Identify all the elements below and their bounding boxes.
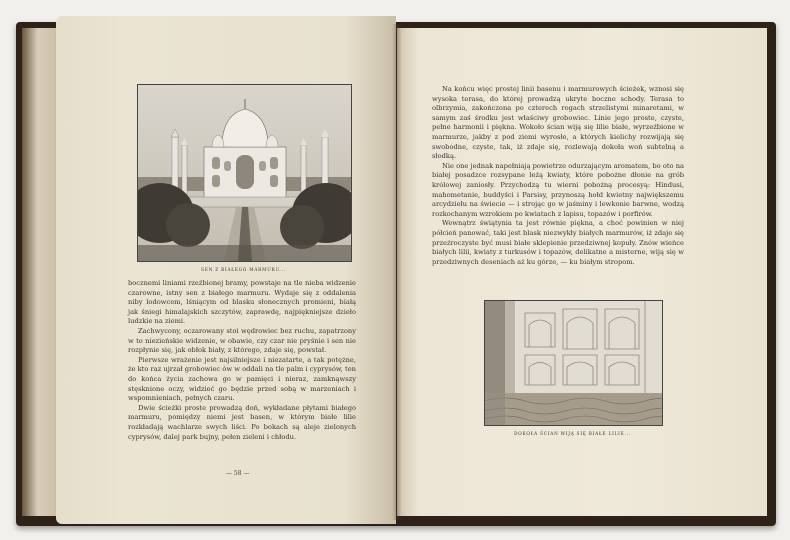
book-gutter — [392, 24, 402, 520]
paragraph: Na końcu więc prostej linii basenu i marmurowych ścieżek, wznosi się wysoka terasa, do której prowadzą ukryte boczne schody. Terasa to olbrzymia, zakończona po czterech rogach strzelistymi minaretami, w samym zaś środku jest właściwy grobowiec. Linie jego proste, czyste, pełne harmonii i piękna. Wokoło ścian wiją się lilie białe, wyrzeźbione w marmurze, jakby z pod ziemi wyrosłe, a których kielichy rozwijają się swobodne, czyste, tak, iż zdaje się, rozlewają dokoła woń subtelną a słodką. — [432, 85, 684, 161]
paragraph: Pierwsze wrażenie jest najsilniejsze i niezatarte, a tak potężne, że kto raz ujrzał grobowiec ów w oddali na tle palm i cyprysów, ten do końca życia zachowa go w pamięci i nieraz, zamknąwszy stęsknione oczy, widzieć go będzie przed sobą w marzeniach i wspomnieniach, pełnych czaru. — [128, 355, 356, 403]
taj-mahal-photo — [137, 84, 352, 262]
paragraph: Dwie ścieżki proste prowadzą doń, wykładane płytami białego marmuru, pomiędzy niemi jest basen, w którym białe lilie rozkładają wachlarze swych liści. Po bokach są aleje zielonych cyprysów, dalej park bujny, pełen zieleni i chłodu. — [128, 403, 356, 441]
paragraph: Zachwycony, oczarowany stoi wędrowiec bez ruchu, zapatrzony w to niezieńskie widzenie, w obawie, czy czar nie pryśnie i sen nie rozpłynie się, jak obłok biały, z którego, zdaje się, powstał. — [128, 326, 356, 355]
left-body-text — [128, 279, 356, 442]
page-number: — 58 — — [226, 470, 250, 477]
left-image-caption: SEN Z BIAŁEGO MARMURU... — [201, 267, 286, 272]
right-image-caption: DOKOŁA ŚCIAN WIJĄ SIĘ BIAŁE LILIE... — [514, 431, 631, 436]
paragraph: Wewnątrz świątynia ta jest równie piękna, a choć powinien w niej półcień panować, taki jest blask niezwykły białych marmurów, iż zdaje się przeźroczyste być musi białe sklepienie przedziwnej kopuły. Znów wieńce białych lilii, kwiaty z turkusów i topazów, delikatne a misterne, wiją się w przedziwnych deseniach aż ku górze, — ku białym stropom. — [432, 219, 684, 266]
interior-wall-photo — [484, 300, 663, 426]
paragraph: Nie one jednak napełniają powietrze odurzającym aromatem, bo oto na białej posadzce rozsypane leżą kwiaty, które pobożne dłonie na grób królowej zaniosły. Przychodzą tu wierni pobożną procesyą: Hindusi, mahometanie, buddyści i Parsisy, przynoszą hołd kwietny największemu arcydziełu na świecie — i strojąc go w jaśminy i lewkonie barwne, wodzą rozkochanym wzrokiem po kwiatach z lapisu, topazów i porfirów. — [432, 161, 684, 218]
paragraph: bocznemi liniami rzeźbionej bramy, powstaje na tle nieba widzenie czarowne, istny sen z białego marmuru. Wydaje się z oddalenia niby lodowcem, lśniącym od blasku słonecznych promieni, białą jak śniegi himalajskich szczytów, zaprawdę, najpiękniejsze dzieło ludzkie na ziemi. — [128, 279, 356, 326]
right-body-text — [432, 85, 684, 267]
